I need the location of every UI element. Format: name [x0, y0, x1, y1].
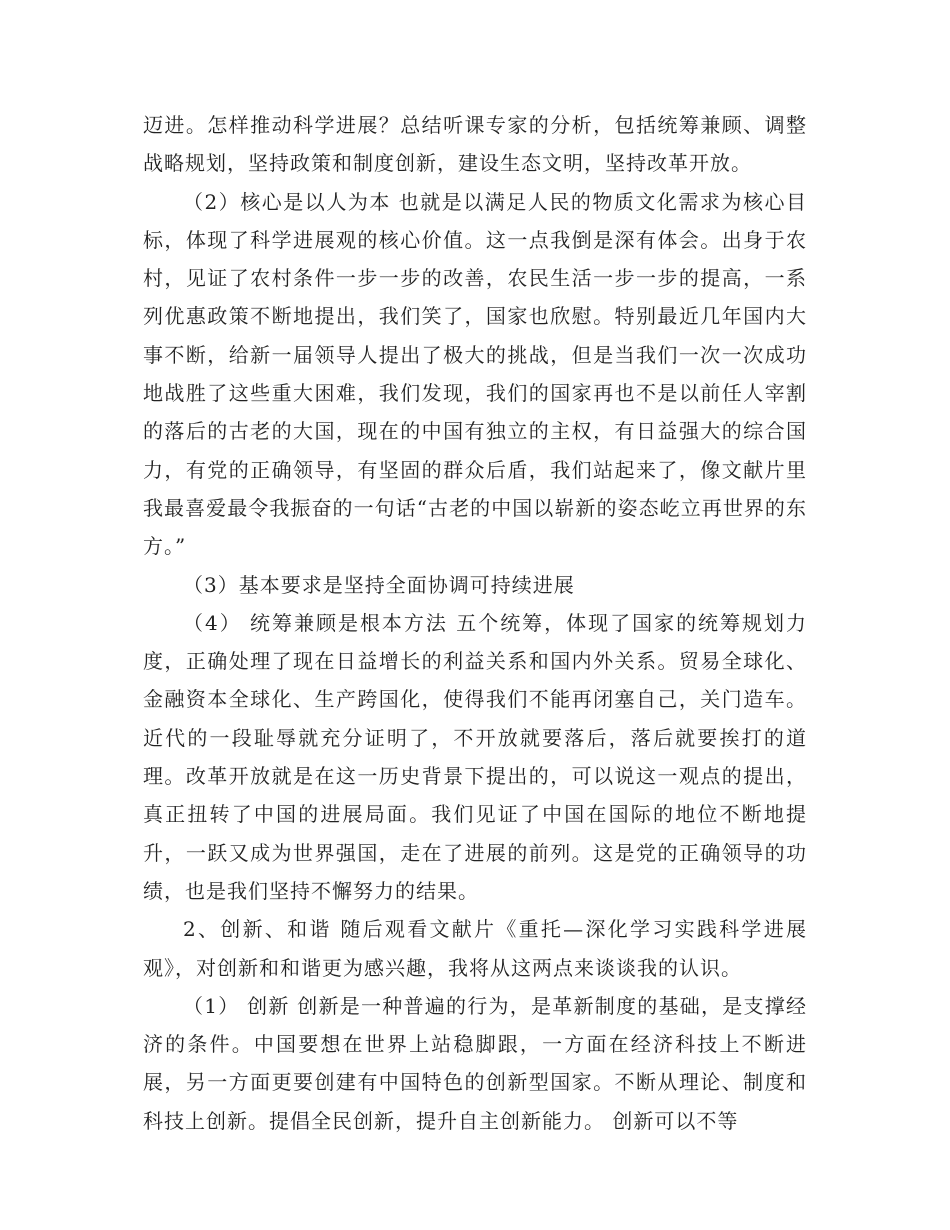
paragraph: （1） 创新 创新是一种普遍的行为，是革新制度的基础，是支撑经济的条件。中国要想在世界上站稳脚跟，一方面在经济科技上不断进展，另一方面更要创建有中国特色的创新型国家。不断从理论、制度和科技上创新。提倡全民创新，提升自主创新能力。 创新可以不等	[143, 993, 807, 1133]
paragraph: 2、创新、和谐 随后观看文献片《重托—深化学习实践科学进展观》，对创新和和谐更为感兴趣，我将从这两点来谈谈我的认识。	[143, 917, 807, 980]
paragraph: （3）基本要求是坚持全面协调可持续进展	[183, 572, 575, 597]
paragraph: （4） 统筹兼顾是根本方法 五个统筹，体现了国家的统筹规划力度，正确处理了现在日益增长的利益关系和国内外关系。贸易全球化、金融资本全球化、生产跨国化，使得我们不能再闭塞自己，关门造车。近代的一段耻辱就充分证明了，不开放就要落后，落后就要挨打的道理。改革开放就是在这一历史背景下提出的，可以说这一观点的提出，真正扭转了中国的进展局面。我们见证了中国在国际的地位不断地提升，一跃又成为世界强国，走在了进展的前列。这是党的正确领导的功绩，也是我们坚持不懈努力的结果。	[143, 610, 807, 903]
body-text	[143, 106, 807, 1140]
paragraph: （2）核心是以人为本 也就是以满足人民的物质文化需求为核心目标，体现了科学进展观的核心价值。这一点我倒是深有体会。出身于农村，见证了农村条件一步一步的改善，农民生活一步一步的提高，一系列优惠政策不断地提出，我们笑了，国家也欣慰。特别最近几年国内大事不断，给新一届领导人提出了极大的挑战，但是当我们一次一次成功地战胜了这些重大困难，我们发现，我们的国家再也不是以前任人宰割的落后的古老的大国，现在的中国有独立的主权，有日益强大的综合国力，有党的正确领导，有坚固的群众后盾，我们站起来了，像文献片里我最喜爱最令我振奋的一句话“古老的中国以崭新的姿态屹立再世界的东方。”	[143, 189, 807, 559]
paragraph: 迈进。怎样推动科学进展？总结听课专家的分析，包括统筹兼顾、调整战略规划，坚持政策和制度创新，建设生态文明，坚持改革开放。	[143, 113, 807, 176]
